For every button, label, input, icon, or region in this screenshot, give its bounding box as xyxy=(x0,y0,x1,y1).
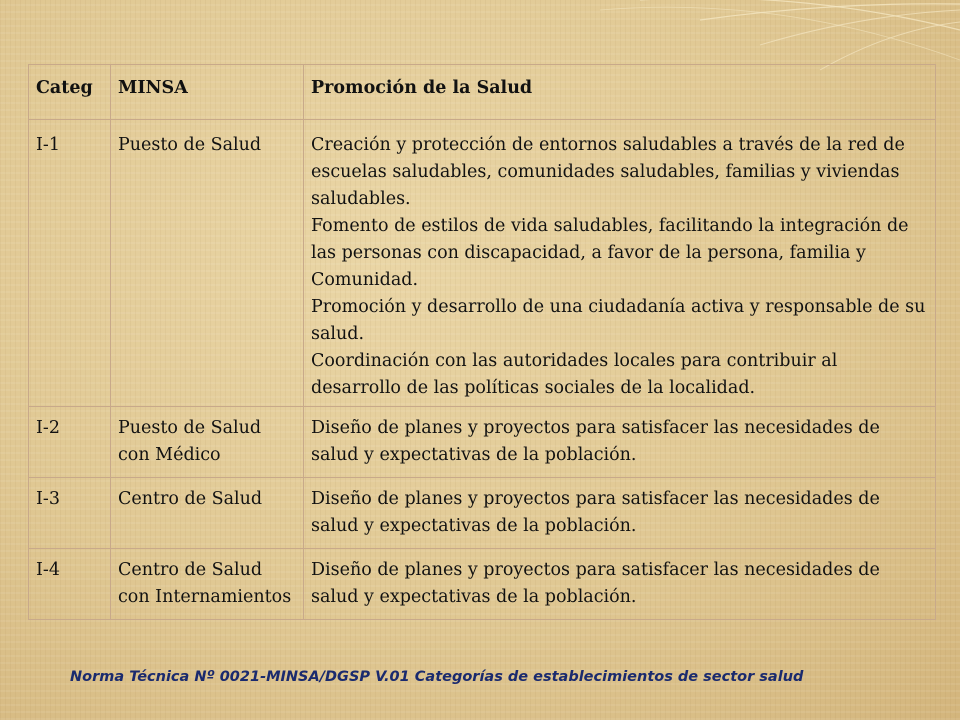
table-row xyxy=(29,120,936,407)
promo-paragraph: Diseño de planes y proyectos para satisfacer las necesidades de salud y expectativas de la población. xyxy=(311,560,880,607)
promo-paragraph: Fomento de estilos de vida saludables, facilitando la integración de las personas con discapacidad, a favor de la persona, familia y Comunidad. xyxy=(311,216,909,290)
promo-paragraph: Creación y protección de entornos saludables a través de la red de escuelas saludables, comunidades saludables, familias y viviendas saludables. xyxy=(311,135,905,209)
header-categ: Categ xyxy=(29,65,111,120)
cell-minsa: Puesto de Salud xyxy=(111,120,304,407)
promo-paragraph: Diseño de planes y proyectos para satisfacer las necesidades de salud y expectativas de la población. xyxy=(311,489,880,536)
table-row xyxy=(29,478,936,549)
header-promocion: Promoción de la Salud xyxy=(304,65,936,120)
cell-categ: I-2 xyxy=(29,407,111,478)
cell-minsa: Centro de Salud xyxy=(111,478,304,549)
table-row xyxy=(29,549,936,620)
header-minsa: MINSA xyxy=(111,65,304,120)
table-header-row xyxy=(29,65,936,120)
cell-promocion xyxy=(304,549,936,620)
cell-minsa: Centro de Salud con Internamientos xyxy=(111,549,304,620)
promo-paragraph: Promoción y desarrollo de una ciudadanía activa y responsable de su salud. xyxy=(311,297,926,344)
cell-promocion xyxy=(304,407,936,478)
cell-categ: I-1 xyxy=(29,120,111,407)
promo-paragraph: Coordinación con las autoridades locales para contribuir al desarrollo de las políticas sociales de la localidad. xyxy=(311,351,838,398)
footer-source-note: Norma Técnica Nº 0021-MINSA/DGSP V.01 Categorías de establecimientos de sector salud xyxy=(70,669,804,685)
cell-promocion xyxy=(304,120,936,407)
table-row xyxy=(29,407,936,478)
cell-categ: I-3 xyxy=(29,478,111,549)
cell-promocion xyxy=(304,478,936,549)
health-categories-table xyxy=(28,64,936,620)
promo-paragraph: Diseño de planes y proyectos para satisfacer las necesidades de salud y expectativas de la población. xyxy=(311,418,880,465)
cell-categ: I-4 xyxy=(29,549,111,620)
cell-minsa: Puesto de Salud con Médico xyxy=(111,407,304,478)
